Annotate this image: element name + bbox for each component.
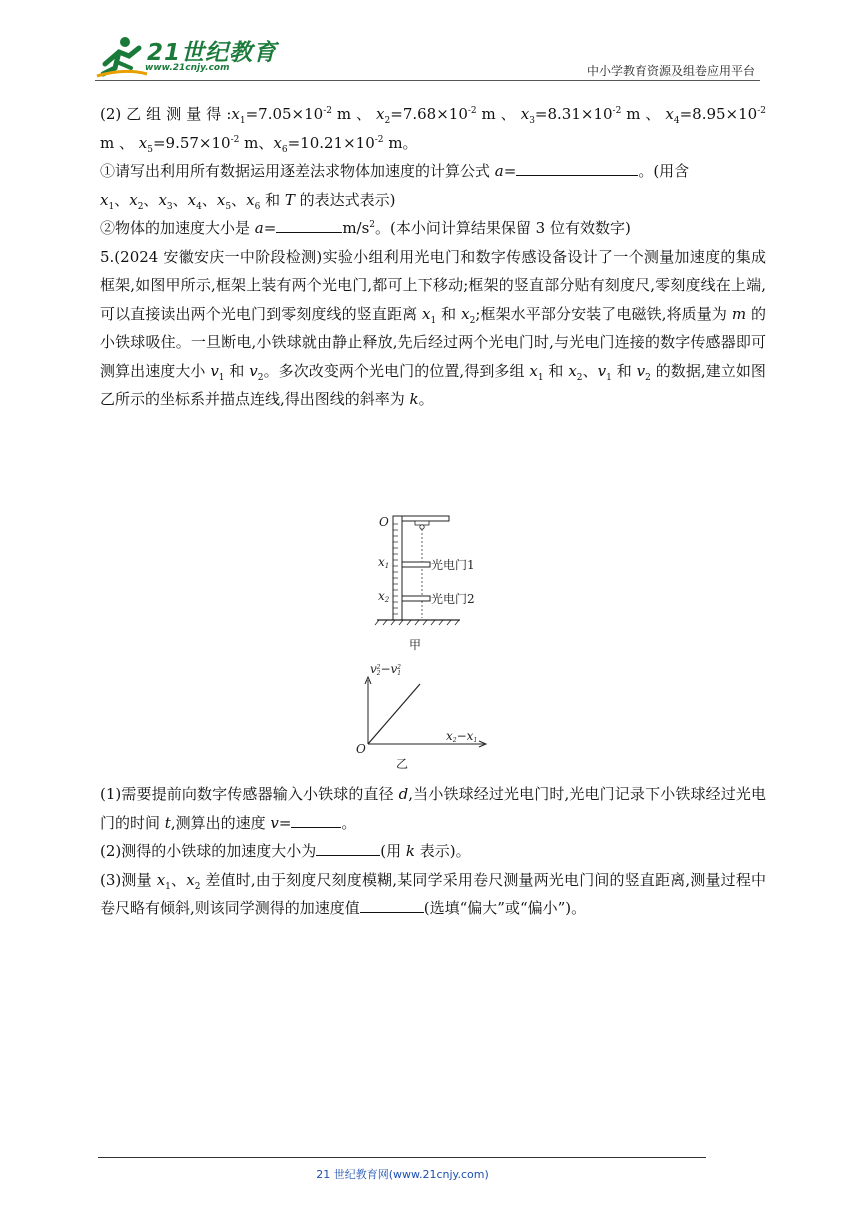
question-4-part2 xyxy=(100,100,766,414)
fig2-caption: 乙 xyxy=(396,757,409,771)
subquestion-2: ②物体的加速度大小是 $a= m/s^2$。(本小问计算结果保留 3 位有效数字) xyxy=(100,214,766,243)
fig1-x1-label: x1 xyxy=(378,555,390,570)
logo-url: www.21cnjy.com xyxy=(145,63,230,73)
q5-sub2: (2)测得的小铁球的加速度大小为 (用 k 表示)。 xyxy=(100,837,766,866)
question-5-intro: 5.(2024 安徽安庆一中阶段检测)实验小组利用光电门和数字传感设备设计了一个测量加速度的集成框架,如图甲所示,框架上装有两个光电门,都可上下移动;框架的竖直部分贴有刻度尺,零刻度线在上端,可以直接读出两个光电门到零刻度线的竖直距离 $x_1$ 和 $x_2$;框架水平部分安装了电磁铁,将质量为 m 的小铁球吸住。一旦断电,小铁球就由静止释放,先后经过两个光电门时,与光电门连接的数字传感器即可测算出速度大小 $v_1$ 和 $v_2$。多次改变两个光电门的位置,得到多组 $x_1$ 和 $x_2$、$v_1$ 和 $v_2$ 的数据,建立如图乙所示的坐标系并描点连线,得出图线的斜率为 k。 xyxy=(100,247,766,408)
q5-sub3: (3)测量 $x_1$、$x_2$ 差值时,由于刻度尺刻度模糊,某同学采用卷尺测量两光电门间的竖直距离,测量过程中卷尺略有倾斜,则该同学测得的加速度值 (选填“偏大”或“偏小”)。 xyxy=(100,870,766,917)
figure-yi-graph xyxy=(352,656,492,771)
logo-text: 21世纪教育 xyxy=(147,40,278,66)
fig1-origin-label: O xyxy=(379,515,389,529)
answer-blank[interactable] xyxy=(291,811,341,828)
gate1-label: 光电门1 xyxy=(431,558,475,572)
q5-sub1: (1)需要提前向数字传感器输入小铁球的直径 d,当小铁球经过光电门时,光电门记录下小铁球经过光电门的时间 t,测算出的速度 v= 。 xyxy=(100,785,766,832)
answer-blank[interactable] xyxy=(276,216,342,233)
fig2-xlabel: x2−x1 xyxy=(446,729,478,744)
fig2-ylabel: v22−v12 xyxy=(370,662,402,677)
header-divider xyxy=(95,80,760,81)
footer-link[interactable]: 21 世纪教育网(www.21cnjy.com) xyxy=(316,1168,489,1181)
fit-line xyxy=(368,684,420,744)
answer-blank[interactable] xyxy=(316,839,380,856)
page-header xyxy=(95,30,760,82)
question-5-subquestions xyxy=(100,780,766,923)
subquestion-1: ①请写出利用所有数据运用逐差法求物体加速度的计算公式 a= 。(用含 $x_1$、$x_2$、$x_3$、$x_4$、$x_5$、$x_6$ 和 T 的表达式表示) xyxy=(100,157,766,214)
gate2-label: 光电门2 xyxy=(431,592,475,606)
fig1-x2-label: x2 xyxy=(378,589,390,604)
answer-blank[interactable] xyxy=(516,159,638,176)
fig2-origin-label: O xyxy=(356,742,366,756)
measurement-line: (2) 乙 组 测 量 得 $:x_1=7.05\times 10^{-2}$ m 、 $x_2=7.68\times 10^{-2}$ m 、 $x_3=8.31\times 10^{-2}$ m 、 $x_4=8.95\times 10^{-2}$ m 、 $x_5=9.57\times 10^{-2}$ m、$x_6=10.21\times 10^{-2}$ m。 xyxy=(100,105,766,155)
fig1-caption: 甲 xyxy=(409,638,422,652)
platform-name: 中小学教育资源及组卷应用平台 xyxy=(586,64,755,78)
answer-blank[interactable] xyxy=(360,896,424,913)
footer-divider xyxy=(98,1157,706,1158)
figure-jia-apparatus xyxy=(365,512,475,652)
